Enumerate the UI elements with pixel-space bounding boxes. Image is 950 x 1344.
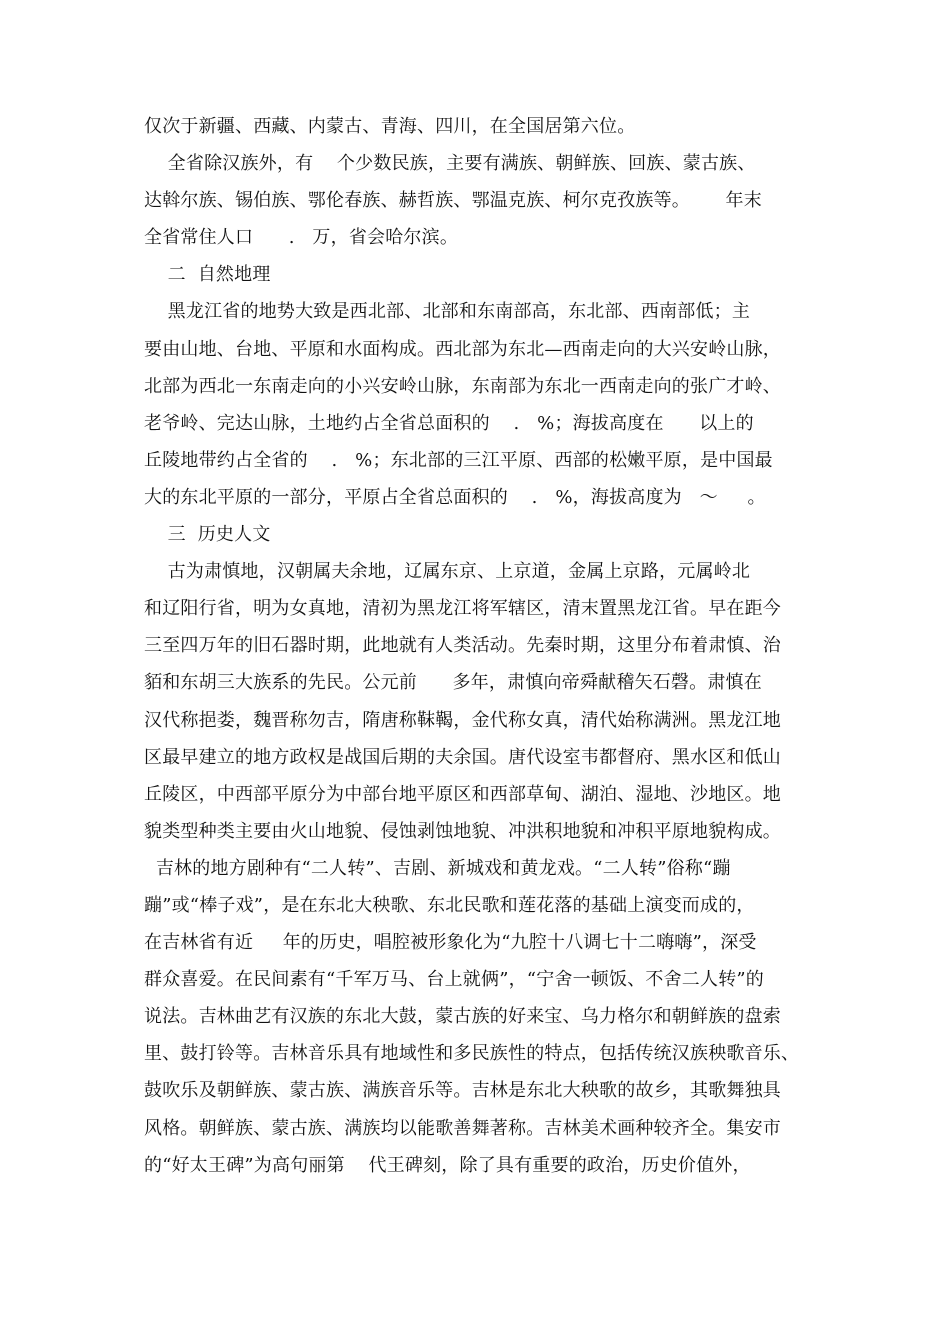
text-line: 在吉林省有近 年的历史，唱腔被形象化为“九腔十八调七十二嗨嗨”，深受 xyxy=(144,932,757,954)
text-line: 全省常住人口 . 万，省会哈尔滨。 xyxy=(144,227,459,249)
text-line: 古为肃慎地，汉朝属夫余地，辽属东京、上京道，金属上京路，元属岭北 xyxy=(144,561,751,583)
text-line: 全省除汉族外，有 个少数民族，主要有满族、朝鲜族、回族、蒙古族、 xyxy=(144,153,756,175)
text-line: 区最早建立的地方政权是战国后期的夫余国。唐代设室韦都督府、黑水区和低山 xyxy=(144,746,781,768)
text-line: 蹦”或“棒子戏”，是在东北大秧歌、东北民歌和莲花落的基础上演变而成的， xyxy=(144,894,755,916)
text-line: 黑龙江省的地势大致是西北部、北部和东南部高，东北部、西南部低；主 xyxy=(144,301,751,323)
text-line: 吉林的地方剧种有“二人转”、吉剧、新城戏和黄龙戏。“二人转”俗称“蹦 xyxy=(144,857,731,879)
text-line: 和辽阳行省，明为女真地，清初为黑龙江将军辖区，清末置黑龙江省。早在距今 xyxy=(144,598,781,620)
text-line: 要由山地、台地、平原和水面构成。西北部为东北—西南走向的大兴安岭山脉， xyxy=(144,338,781,360)
text-line: 仅次于新疆、西藏、内蒙古、青海、四川，在全国居第六位。 xyxy=(144,116,636,137)
text-line: 说法。吉林曲艺有汉族的东北大鼓，蒙古族的好来宝、乌力格尔和朝鲜族的盘索 xyxy=(144,1006,781,1028)
text-line: 达斡尔族、锡伯族、鄂伦春族、赫哲族、鄂温克族、柯尔克孜族等。 年末 xyxy=(144,190,762,212)
section-heading: 三 历史人文 xyxy=(144,524,271,546)
text-line: 貌类型种类主要由火山地貌、侵蚀剥蚀地貌、冲洪积地貌和冲积平原地貌构成。 xyxy=(144,820,781,842)
text-line: 丘陵地带约占全省的 . %；东北部的三江平原、西部的松嫩平原，是中国最 xyxy=(144,449,773,471)
text-line: 北部为西北一东南走向的小兴安岭山脉，东南部为东北一西南走向的张广才岭、 xyxy=(144,375,781,397)
text-line: 老爷岭、完达山脉，土地约占全省总面积的 . %；海拔高度在 以上的 xyxy=(144,412,754,434)
text-line: 丘陵区，中西部平原分为中部台地平原区和西部草甸、湖泊、湿地、沙地区。地 xyxy=(144,783,781,805)
document-page xyxy=(144,108,812,1184)
section-heading: 二 自然地理 xyxy=(144,264,271,286)
text-line: 群众喜爱。在民间素有“千军万马、台上就俩”，“宁舍一顿饭、不舍二人转”的 xyxy=(144,969,765,991)
text-line: 风格。朝鲜族、蒙古族、满族均以能歌善舞著称。吉林美术画种较齐全。集安市 xyxy=(144,1117,781,1139)
text-line: 里、鼓打铃等。吉林音乐具有地域性和多民族性的特点，包括传统汉族秧歌音乐、 xyxy=(144,1043,800,1065)
text-line: 大的东北平原的一部分，平原占全省总面积的 . %，海拔高度为 ～ 。 xyxy=(144,486,766,508)
text-line: 三至四万年的旧石器时期，此地就有人类活动。先秦时期，这里分布着肃慎、治 xyxy=(144,635,781,657)
text-line: 鼓吹乐及朝鲜族、蒙古族、满族音乐等。吉林是东北大秧歌的故乡，其歌舞独具 xyxy=(144,1080,781,1102)
text-line: 汉代称挹娄，魏晋称勿吉，隋唐称靺鞨，金代称女真，清代始称满洲。黑龙江地 xyxy=(144,709,781,731)
text-line: 貊和东胡三大族系的先民。公元前 多年，肃慎向帝舜献稽矢石磬。肃慎在 xyxy=(144,672,762,694)
text-line: 的“好太王碑”为高句丽第 代王碑刻，除了具有重要的政治，历史价值外， xyxy=(144,1154,751,1176)
